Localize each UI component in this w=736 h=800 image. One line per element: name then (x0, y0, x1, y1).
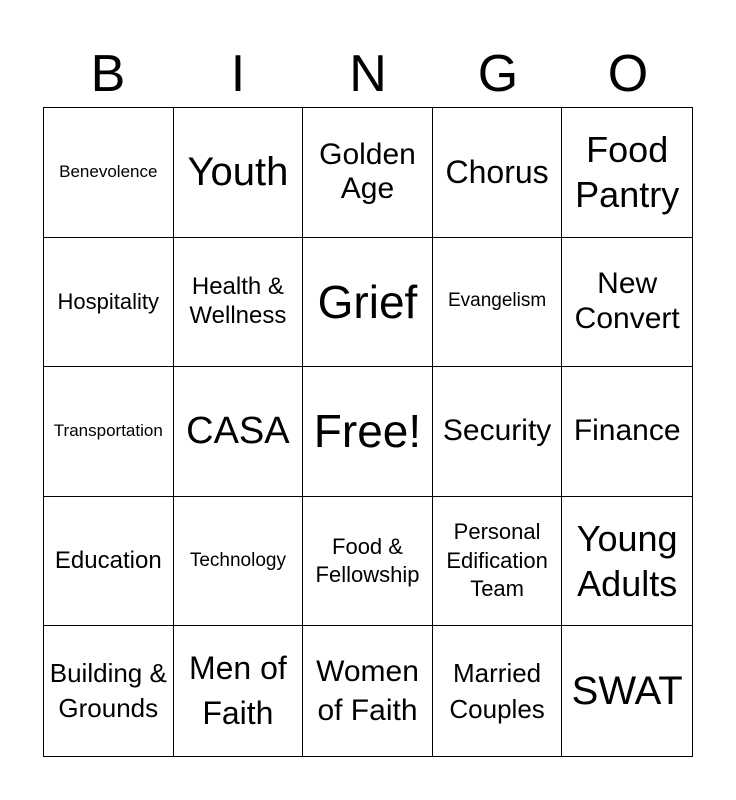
cell-label: Finance (573, 414, 681, 448)
cell-label: Youth (187, 150, 289, 195)
cell-label: Transportation (53, 421, 163, 441)
cell-label: Benevolence (59, 162, 158, 182)
free-space: Free! (313, 405, 422, 458)
bingo-cell[interactable] (433, 626, 563, 756)
bingo-cell[interactable] (303, 108, 433, 238)
bingo-cell[interactable] (174, 108, 304, 238)
bingo-cell[interactable] (174, 367, 304, 497)
bingo-cell[interactable] (44, 626, 174, 756)
cell-label: Food & Fellowship (315, 533, 420, 588)
cell-label: Food Pantry (575, 129, 680, 216)
bingo-cell[interactable] (303, 238, 433, 368)
header-letter-g: G (477, 45, 519, 103)
cell-label: Education (54, 546, 162, 574)
cell-label: Personal Edification Team (446, 519, 548, 602)
bingo-cell[interactable] (174, 497, 304, 627)
cell-label: Chorus (445, 153, 549, 190)
cell-label: Health & Wellness (189, 273, 287, 329)
bingo-cell[interactable] (303, 367, 433, 497)
bingo-cell[interactable] (44, 108, 174, 238)
cell-label: Young Adults (576, 518, 678, 605)
cell-label: SWAT (571, 669, 683, 714)
cell-label: Married Couples (449, 657, 545, 725)
bingo-cell[interactable] (433, 108, 563, 238)
bingo-board (43, 107, 693, 757)
bingo-cell[interactable] (44, 238, 174, 368)
cell-label: Men of Faith (188, 650, 287, 732)
header-letter-o: O (607, 45, 649, 103)
header-letter-b: B (90, 45, 126, 103)
bingo-cell[interactable] (562, 497, 692, 627)
bingo-cell[interactable] (44, 367, 174, 497)
cell-label: Golden Age (319, 137, 416, 206)
bingo-cell[interactable] (303, 626, 433, 756)
cell-label: Evangelism (447, 290, 547, 312)
bingo-cell[interactable] (303, 497, 433, 627)
header-letter-n: N (349, 45, 387, 103)
bingo-cell[interactable] (433, 367, 563, 497)
cell-label: Grief (317, 275, 418, 328)
cell-label: Technology (189, 549, 286, 571)
cell-label: New Convert (574, 267, 680, 335)
bingo-header (43, 40, 693, 108)
bingo-cell[interactable] (433, 238, 563, 368)
cell-label: CASA (186, 409, 290, 452)
cell-label: Security (442, 414, 552, 448)
bingo-cell[interactable] (562, 367, 692, 497)
cell-label: Women of Faith (316, 655, 419, 728)
cell-label: Hospitality (57, 288, 160, 314)
bingo-cell[interactable] (562, 238, 692, 368)
header-letter-i: I (230, 45, 246, 103)
bingo-cell[interactable] (174, 626, 304, 756)
bingo-cell[interactable] (562, 626, 692, 756)
bingo-cell[interactable] (44, 497, 174, 627)
cell-label: Building & Grounds (49, 658, 167, 724)
bingo-cell[interactable] (174, 238, 304, 368)
bingo-cell[interactable] (433, 497, 563, 627)
bingo-cell[interactable] (562, 108, 692, 238)
